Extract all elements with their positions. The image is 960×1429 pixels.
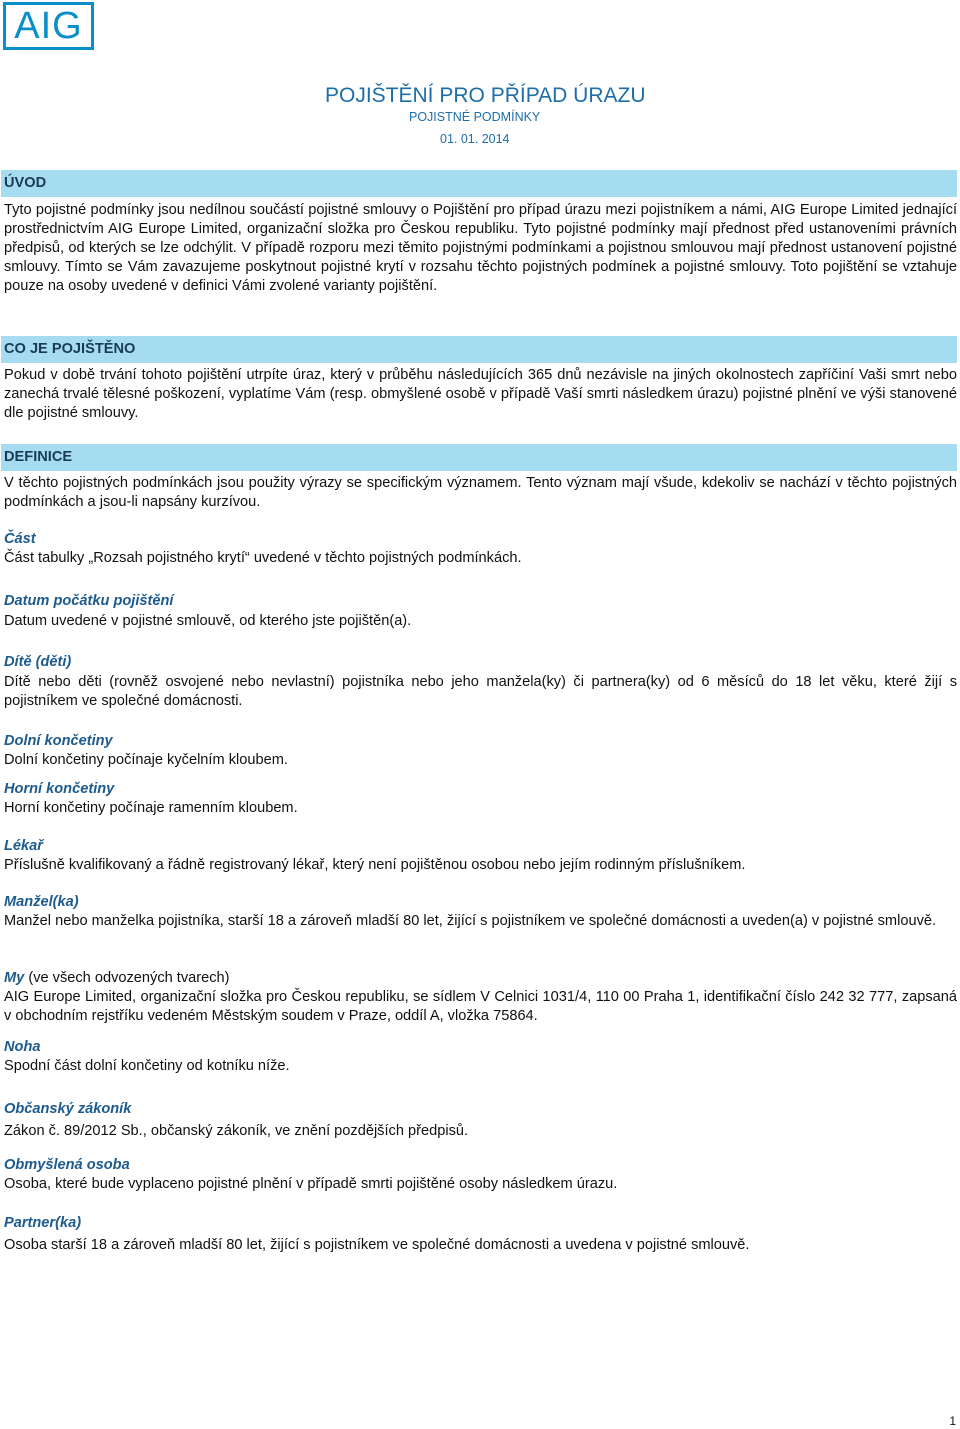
definition-term: Část — [4, 531, 36, 547]
definition-term: Občanský zákoník — [4, 1101, 132, 1117]
definition-term-main: My — [4, 970, 25, 986]
document-date: 01. 01. 2014 — [440, 132, 510, 146]
definition-term — [4, 969, 230, 988]
definition-text: Dítě nebo děti (rovněž osvojené nebo nevlastní) pojistníka nebo jeho manžela(ky) či partnera(ky) od 6 měsíců do 18 let věku, které žijí s pojistníkem ve společné domácnosti. — [4, 674, 957, 709]
definition-text: Manžel nebo manželka pojistníka, starší 18 a zároveň mladší 80 let, žijící s pojistníkem ve společné domácnosti a uveden(a) v pojistné smlouvě. — [4, 913, 937, 929]
definition-term: Horní končetiny — [4, 781, 115, 797]
definition-text: Spodní část dolní končetiny od kotníku níže. — [4, 1058, 290, 1074]
definition-text: Zákon č. 89/2012 Sb., občanský zákoník, ve znění pozdějších předpisů. — [4, 1123, 469, 1139]
document-title: POJIŠTĚNÍ PRO PŘÍPAD ÚRAZU — [325, 84, 646, 107]
definition-term: Dítě (děti) — [4, 654, 72, 670]
section-heading-coverage: CO JE POJIŠTĚNO — [1, 336, 957, 363]
definition-term-suffix: (ve všech odvozených tvarech) — [24, 970, 230, 986]
definition-text: Horní končetiny počínaje ramenním kloubem. — [4, 800, 298, 816]
definition-text: Osoba, které bude vyplaceno pojistné plnění v případě smrti pojištěné osoby následkem úrazu. — [4, 1176, 618, 1192]
section-heading-intro: ÚVOD — [1, 170, 957, 197]
definition-text: Část tabulky „Rozsah pojistného krytí“ uvedené v těchto pojistných podmínkách. — [4, 550, 522, 566]
definition-term: Obmyšlená osoba — [4, 1157, 130, 1173]
definition-text: Osoba starší 18 a zároveň mladší 80 let, žijící s pojistníkem ve společné domácnosti a uvedena v pojistné smlouvě. — [4, 1237, 750, 1253]
intro-paragraph: Tyto pojistné podmínky jsou nedílnou součástí pojistné smlouvy o Pojištění pro případ úrazu mezi pojistníkem a námi, AIG Europe Limited jednající prostřednictvím AIG Europe Limited, organizační složka pro Českou republiku. Tyto pojistné podmínky mají přednost před ustanoveními právních předpisů, od kterých se lze odchýlit. V případě rozporu mezi těmito pojistnými podmínkami a pojistnou smlouvou mají přednost ustanovení pojistné smlouvy. Tímto se Vám zavazujeme poskytnout pojistné krytí v rozsahu těchto pojistných podmínek a pojistné smlouvy. Toto pojištění se vztahuje pouze na osoby uvedené v definici Vámi zvolené varianty pojištění. — [4, 202, 957, 294]
definition-text: Příslušně kvalifikovaný a řádně registrovaný lékař, který není pojištěnou osobou nebo jejím rodinným příslušníkem. — [4, 857, 746, 873]
definitions-intro: V těchto pojistných podmínkách jsou použity výrazy se specifickým významem. Tento význam mají všude, kdekoliv se nachází v těchto pojistných podmínkách a jsou-li napsány kurzívou. — [4, 475, 957, 510]
definition-term: Noha — [4, 1039, 41, 1055]
aig-logo — [3, 2, 94, 50]
logo-text: AIG — [14, 4, 83, 47]
definition-term: Dolní končetiny — [4, 733, 113, 749]
definition-text: AIG Europe Limited, organizační složka pro Českou republiku, se sídlem V Celnici 1031/4, 110 00 Praha 1, identifikační číslo 242 32 777, zapsaná v obchodním rejstříku vedeném Městským soudem v Praze, oddíl A, vložka 75864. — [4, 989, 957, 1024]
definition-text: Dolní končetiny počínaje kyčelním kloubem. — [4, 752, 288, 768]
definition-text: Datum uvedené v pojistné smlouvě, od kterého jste pojištěn(a). — [4, 613, 412, 629]
coverage-paragraph: Pokud v době trvání tohoto pojištění utrpíte úraz, který v průběhu následujících 365 dnů nezávisle na jiných okolnostech zapříčiní Vaši smrt nebo zanechá trvalé tělesné poškození, vyplatíme Vám (resp. obmyšlené osobě v případě Vaší smrti následkem úrazu) pojistné plnění ve výši stanovené dle pojistné smlouvy. — [4, 367, 957, 421]
document-subtitle: POJISTNÉ PODMÍNKY — [409, 110, 541, 124]
definition-term: Manžel(ka) — [4, 894, 79, 910]
definition-term: Datum počátku pojištění — [4, 593, 174, 609]
definition-term: Lékař — [4, 838, 43, 854]
definition-term: Partner(ka) — [4, 1215, 82, 1231]
section-heading-definitions: DEFINICE — [1, 444, 957, 471]
page-number: 1 — [949, 1414, 956, 1428]
